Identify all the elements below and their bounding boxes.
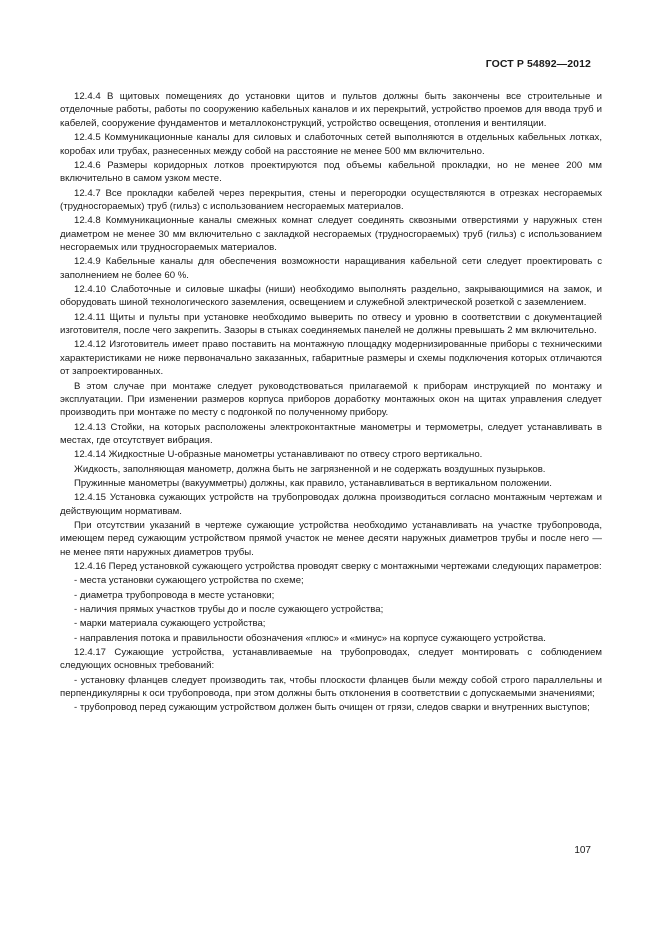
paragraph: 12.4.4 В щитовых помещениях до установки щитов и пультов должны быть закончены все строительные и отделочные работы, работы по сооружению кабельных каналов и их перекрытий, устройство проемов для ввода труб и кабелей, сооружение фундаментов и металлоконструкций, устройство освещения, отопления и вентиляции.: [60, 91, 602, 129]
list-item: - установку фланцев следует производить так, чтобы плоскости фланцев были между собой строго параллельны и перпендикулярны к оси трубопровода, при этом должны быть отклонения в соответствии с допускаемыми значениями;: [60, 674, 602, 699]
list-item: - наличия прямых участков трубы до и после сужающего устройства;: [74, 603, 384, 615]
list-item: - трубопровод перед сужающим устройством должен быть очищен от грязи, следов сварки и внутренних выступов;: [74, 702, 590, 714]
paragraph: Жидкость, заполняющая манометр, должна быть не загрязненной и не содержать воздушных пузырьков.: [74, 463, 546, 475]
paragraph: 12.4.16 Перед установкой сужающего устройства проводят сверку с монтажными чертежами следующих параметров:: [74, 561, 602, 573]
list-item: - места установки сужающего устройства по схеме;: [74, 575, 304, 587]
list-item: - диаметра трубопровода в месте установки;: [74, 589, 275, 601]
paragraph: 12.4.9 Кабельные каналы для обеспечения возможности наращивания кабельной сети следует проектировать с заполнением не более 60 %.: [60, 256, 602, 281]
paragraph: 12.4.8 Коммуникационные каналы смежных комнат следует соединять сквозными отверстиями у наружных стен диаметром не менее 30 мм включительно с закладкой несгораемых (трудносгораемых) труб (гильз) с использованием несгораемых или трудносгораемых материалов.: [60, 215, 602, 254]
paragraph: Пружинные манометры (вакуумметры) должны, как правило, устанавливаться в вертикальном положении.: [74, 477, 552, 489]
page-number: 107: [574, 845, 591, 856]
standard-header: ГОСТ Р 54892—2012: [485, 58, 591, 70]
paragraph: 12.4.7 Все прокладки кабелей через перекрытия, стены и перегородки осуществляются в отрезках несгораемых (трудносгораемых) труб (гильз) с использованием несгораемых материалов.: [60, 187, 602, 212]
paragraph: 12.4.15 Установка сужающих устройств на трубопроводах должна производиться согласно монтажным чертежам и действующим нормативам.: [60, 492, 602, 517]
document-body: [60, 90, 602, 716]
list-item: - марки материала сужающего устройства;: [74, 618, 266, 630]
paragraph: 12.4.13 Стойки, на которых расположены электроконтактные манометры и термометры, следует устанавливать в местах, где отсутствует вибрация.: [60, 421, 602, 447]
paragraph: 12.4.6 Размеры коридорных лотков проектируются под объемы кабельной прокладки, но не менее 200 мм включительно в самом узком месте.: [60, 159, 602, 185]
paragraph: 12.4.14 Жидкостные U-образные манометры устанавливают по отвесу строго вертикально.: [74, 449, 483, 461]
paragraph: При отсутствии указаний в чертеже сужающие устройства необходимо устанавливать на участке трубопровода, имеющем перед сужающим устройством прямой участок не менее десяти наружных диаметров трубы и после него — не менее пяти наружных диаметров трубы.: [60, 519, 602, 558]
paragraph: В этом случае при монтаже следует руководствоваться прилагаемой к приборам инструкцией по монтажу и эксплуатации. При изменении размеров корпуса приборов доработку монтажных окон на щитах управления следует производить при монтаже по месту с подгонкой по полученному прибору.: [60, 380, 602, 419]
paragraph: 12.4.12 Изготовитель имеет право поставить на монтажную площадку модернизированные приборы с техническими характеристиками не ниже первоначально заказанных, габаритные размеры и схемы подключения которых отличаются от запроектированных.: [60, 339, 602, 378]
list-item: - направления потока и правильности обозначения «плюс» и «минус» на корпусе сужающего устройства.: [74, 632, 546, 644]
paragraph: 12.4.5 Коммуникационные каналы для силовых и слаботочных сетей выполняются в отдельных кабельных лотках, коробах или трубах, разнесенных между собой на расстояние не менее 500 мм включительно.: [60, 132, 602, 157]
paragraph: 12.4.10 Слаботочные и силовые шкафы (ниши) необходимо выполнять раздельно, закрывающимися на замок, и оборудовать шиной технологического заземления, освещением и служебной электрической розеткой с заземлением.: [60, 284, 602, 309]
paragraph: 12.4.17 Сужающие устройства, устанавливаемые на трубопроводах, следует монтировать с соблюдением следующих основных требований:: [60, 646, 602, 672]
paragraph: 12.4.11 Щиты и пульты при установке необходимо выверить по отвесу и уровню в соответствии с документацией изготовителя, после чего закрепить. Зазоры в стыках соединяемых панелей не должны превышать 2 мм включительно.: [60, 311, 602, 337]
